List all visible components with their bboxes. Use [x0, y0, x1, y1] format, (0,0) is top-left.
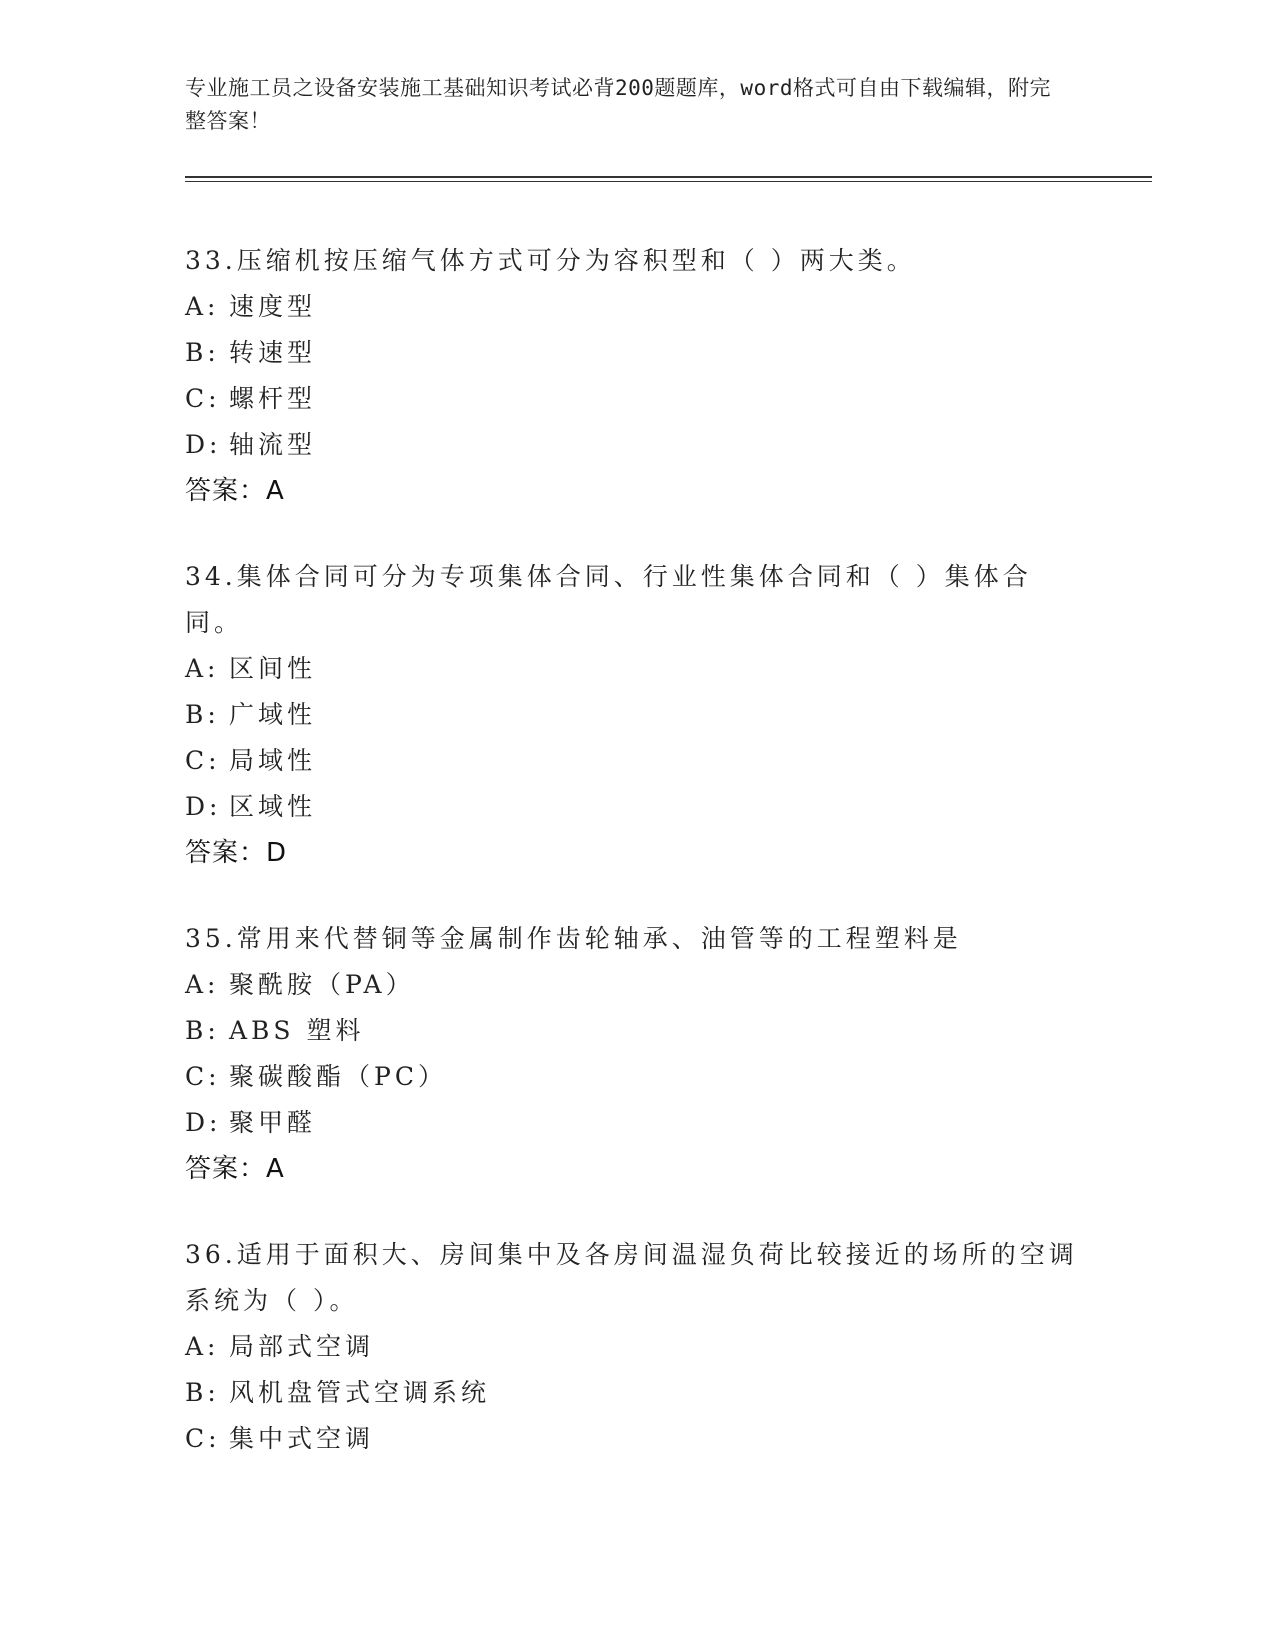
option-text: 集中式空调 — [229, 1424, 375, 1453]
option-b — [185, 330, 1085, 376]
option-key: D: — [185, 1108, 222, 1137]
option-key: C: — [185, 1424, 221, 1453]
option-text: 聚甲醛 — [229, 1108, 317, 1137]
question-33 — [185, 238, 1085, 514]
option-text: 螺杆型 — [229, 384, 317, 413]
option-c — [185, 376, 1085, 422]
option-text: 区域性 — [229, 792, 317, 821]
option-text: 风机盘管式空调系统 — [229, 1378, 491, 1407]
question-34 — [185, 554, 1085, 876]
question-stem: 36.适用于面积大、房间集中及各房间温湿负荷比较接近的场所的空调系统为（ ）。 — [185, 1240, 1078, 1315]
option-c — [185, 1416, 1085, 1462]
option-key: A: — [185, 970, 220, 999]
option-d — [185, 784, 1085, 830]
question-stem: 35.常用来代替铜等金属制作齿轮轴承、油管等的工程塑料是 — [185, 924, 962, 953]
option-key: A: — [185, 292, 220, 321]
option-c — [185, 1054, 1085, 1100]
option-text: ABS 塑料 — [229, 1016, 365, 1045]
option-text: 局部式空调 — [229, 1332, 375, 1361]
option-key: B: — [185, 1378, 220, 1407]
option-key: D: — [185, 792, 222, 821]
option-key: B: — [185, 338, 220, 367]
option-key: B: — [185, 1016, 220, 1045]
option-key: D: — [185, 430, 222, 459]
option-a — [185, 1324, 1085, 1370]
answer-line: 答案：A — [185, 476, 285, 506]
option-a — [185, 646, 1085, 692]
question-list — [185, 238, 1085, 1502]
option-text: 广域性 — [229, 700, 317, 729]
header-divider-thin — [185, 181, 1152, 182]
answer-line: 答案：A — [185, 1154, 285, 1184]
option-text: 转速型 — [229, 338, 317, 367]
question-stem: 33.压缩机按压缩气体方式可分为容积型和（ ）两大类。 — [185, 246, 916, 275]
option-b — [185, 692, 1085, 738]
option-d — [185, 1100, 1085, 1146]
option-key: A: — [185, 1332, 220, 1361]
option-key: C: — [185, 1062, 221, 1091]
option-b — [185, 1370, 1085, 1416]
answer-line: 答案：D — [185, 838, 288, 868]
option-c — [185, 738, 1085, 784]
option-a — [185, 962, 1085, 1008]
question-36 — [185, 1232, 1085, 1462]
question-35 — [185, 916, 1085, 1192]
option-text: 聚酰胺（PA） — [229, 970, 415, 999]
question-stem: 34.集体合同可分为专项集体合同、行业性集体合同和（ ）集体合同。 — [185, 562, 1032, 637]
option-text: 局域性 — [229, 746, 317, 775]
option-b — [185, 1008, 1085, 1054]
header-divider-thick — [185, 176, 1152, 178]
option-key: A: — [185, 654, 220, 683]
option-text: 速度型 — [229, 292, 317, 321]
option-key: C: — [185, 746, 221, 775]
option-key: B: — [185, 700, 220, 729]
option-text: 区间性 — [229, 654, 317, 683]
option-a — [185, 284, 1085, 330]
option-key: C: — [185, 384, 221, 413]
option-text: 轴流型 — [229, 430, 317, 459]
option-d — [185, 422, 1085, 468]
option-text: 聚碳酸酯（PC） — [229, 1062, 447, 1091]
document-intro: 专业施工员之设备安装施工基础知识考试必背200题题库，word格式可自由下载编辑，附完整答案！ — [185, 76, 1051, 133]
